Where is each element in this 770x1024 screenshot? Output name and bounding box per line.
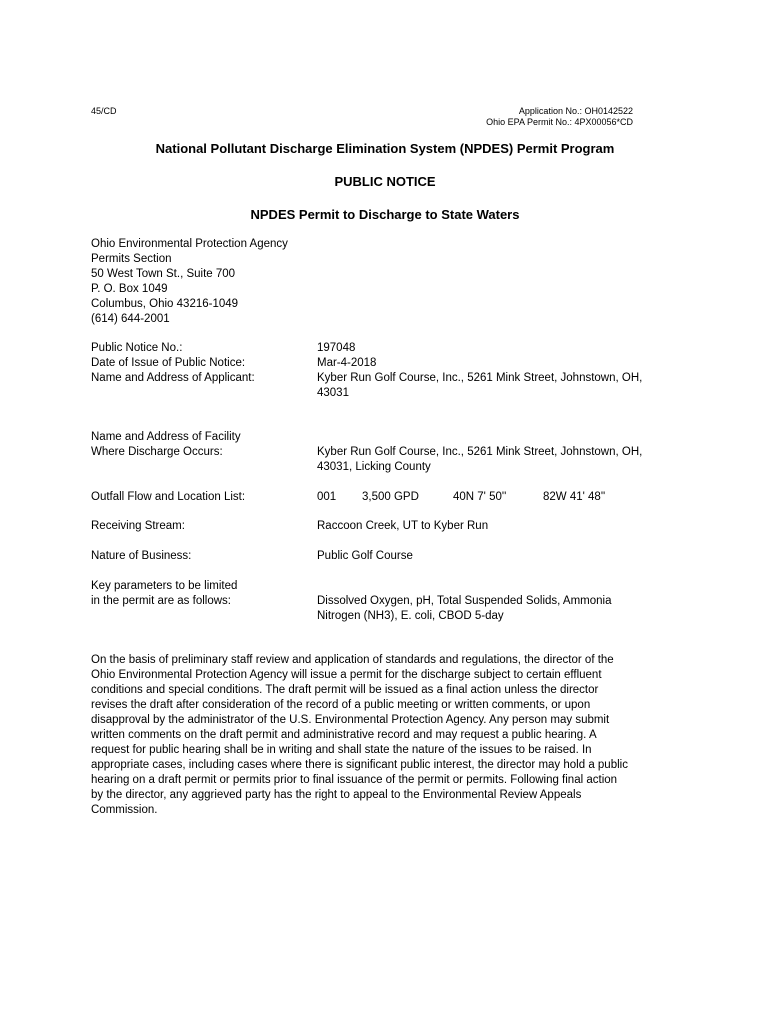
address-line: P. O. Box 1049 xyxy=(91,283,168,295)
receiving-stream-label: Receiving Stream: xyxy=(91,520,185,532)
issue-date-label: Date of Issue of Public Notice: xyxy=(91,357,246,369)
notice-labels xyxy=(91,341,311,386)
key-parameters-value-line: Dissolved Oxygen, pH, Total Suspended Solids, Ammonia xyxy=(317,595,612,607)
paragraph-line: Ohio Environmental Protection Agency will issue a permit for the discharge subject to certain effluent xyxy=(91,669,602,681)
paragraph-line: revises the draft after consideration of the record of a public meeting or written comments, or upon xyxy=(91,699,591,711)
key-parameters-label xyxy=(91,579,311,609)
paragraph-line: by the director, any aggrieved party has the right to appeal to the Environmental Review Appeals xyxy=(91,789,582,801)
outfall-flow: 3,500 GPD xyxy=(362,491,419,503)
agency-address xyxy=(91,237,491,327)
applicant-value: 43031 xyxy=(317,387,349,399)
notice-number-value: 197048 xyxy=(317,342,356,354)
outfall-label: Outfall Flow and Location List: xyxy=(91,491,246,503)
address-line: Permits Section xyxy=(91,253,172,265)
facility-value-line: Kyber Run Golf Course, Inc., 5261 Mink Street, Johnstown, OH, xyxy=(317,446,643,458)
facility-value-line: 43031, Licking County xyxy=(317,461,431,473)
outfall-latitude: 40N 7' 50'' xyxy=(453,491,507,503)
notice-values xyxy=(317,341,697,401)
issue-date-value: Mar-4-2018 xyxy=(317,357,377,369)
paragraph-line: disapproval by the administrator of the U.S. Environmental Protection Agency. Any person may submit xyxy=(91,714,610,726)
applicant-value: Kyber Run Golf Course, Inc., 5261 Mink Street, Johnstown, OH, xyxy=(317,372,643,384)
permit-subtitle: NPDES Permit to Discharge to State Waters xyxy=(250,207,520,222)
key-parameters-label-line: Key parameters to be limited xyxy=(91,580,238,592)
facility-label xyxy=(91,430,311,460)
document-code: 45/CD xyxy=(91,106,117,116)
address-line: Ohio Environmental Protection Agency xyxy=(91,238,288,250)
outfall-longitude: 82W 41' 48'' xyxy=(543,491,606,503)
paragraph-line: request for public hearing shall be in writing and shall state the nature of the issues to be raised. In xyxy=(91,744,592,756)
outfall-values xyxy=(317,490,697,505)
facility-value xyxy=(317,445,697,475)
application-number: Application No.: OH0142522 xyxy=(518,106,633,116)
public-notice-heading: PUBLIC NOTICE xyxy=(334,174,436,189)
key-parameters-value-line: Nitrogen (NH3), E. coli, CBOD 5-day xyxy=(317,610,504,622)
outfall-number: 001 xyxy=(317,491,337,503)
address-line: (614) 644-2001 xyxy=(91,313,170,325)
receiving-stream-value: Raccoon Creek, UT to Kyber Run xyxy=(317,520,489,532)
epa-permit-number: Ohio EPA Permit No.: 4PX00056*CD xyxy=(486,117,633,127)
header-ids xyxy=(380,106,633,128)
applicant-label: Name and Address of Applicant: xyxy=(91,372,255,384)
key-parameters-label-line: in the permit are as follows: xyxy=(91,595,231,607)
paragraph-line: conditions and special conditions. The draft permit will be issued as a final action unless the director xyxy=(91,684,599,696)
facility-label-line: Where Discharge Occurs: xyxy=(91,446,223,458)
paragraph-line: hearing on a draft permit or permits prior to final issuance of the permit or permits. Following final action xyxy=(91,774,618,786)
key-parameters-value xyxy=(317,594,697,624)
paragraph-line: On the basis of preliminary staff review and application of standards and regulations, the director of the xyxy=(91,654,614,666)
address-line: 50 West Town St., Suite 700 xyxy=(91,268,236,280)
nature-of-business-label: Nature of Business: xyxy=(91,550,192,562)
address-line: Columbus, Ohio 43216-1049 xyxy=(91,298,239,310)
paragraph-line: appropriate cases, including cases where there is significant public interest, the director may hold a public xyxy=(91,759,628,771)
paragraph-line: Commission. xyxy=(91,804,158,816)
program-title: National Pollutant Discharge Elimination System (NPDES) Permit Program xyxy=(155,141,615,156)
notice-paragraph xyxy=(91,653,680,818)
notice-number-label: Public Notice No.: xyxy=(91,342,183,354)
nature-of-business-value: Public Golf Course xyxy=(317,550,413,562)
paragraph-line: written comments on the draft permit and administrative record and may request a public hearing. A xyxy=(91,729,597,741)
facility-label-line: Name and Address of Facility xyxy=(91,431,241,443)
